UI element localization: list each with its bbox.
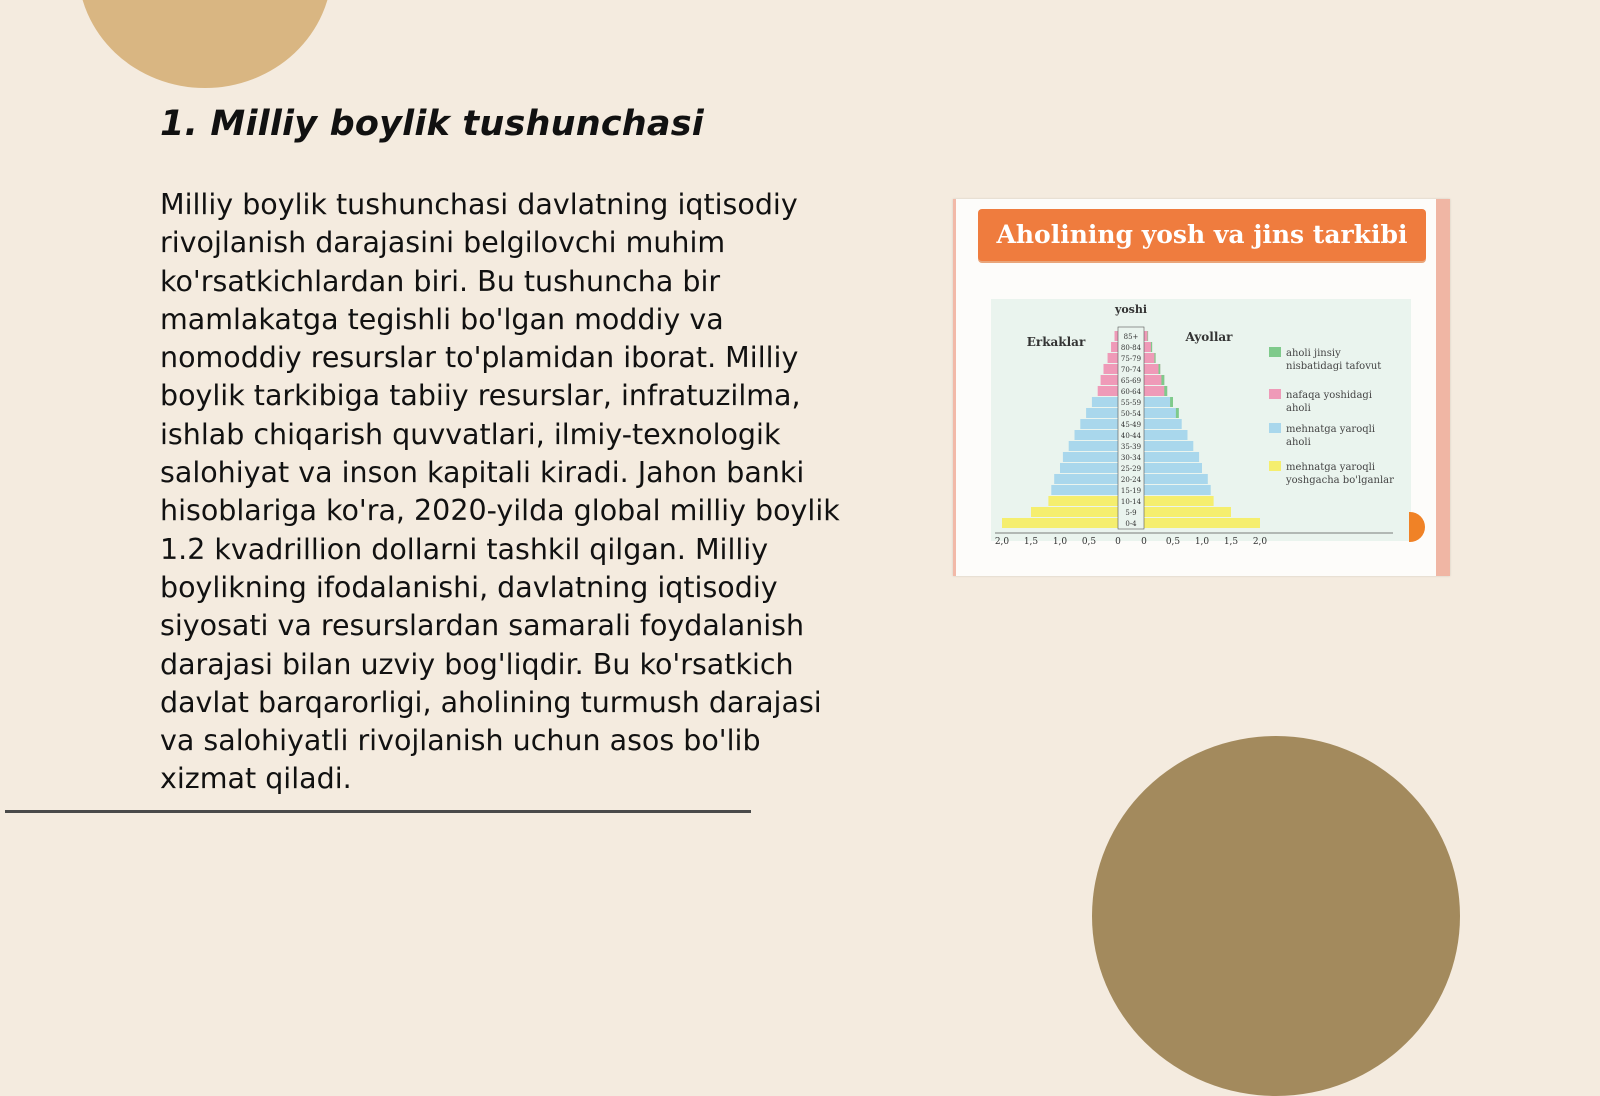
bar-female-20-24 bbox=[1144, 474, 1208, 484]
bar-male-85+ bbox=[1115, 331, 1118, 341]
age-group-label: 5-9 bbox=[1125, 509, 1137, 517]
bar-male-60-64 bbox=[1098, 386, 1118, 396]
figure-title: Aholining yosh va jins tarkibi bbox=[978, 209, 1426, 261]
legend-swatch bbox=[1269, 423, 1281, 433]
age-group-label: 35-39 bbox=[1120, 443, 1142, 451]
bar-male-0-4 bbox=[1002, 518, 1118, 528]
bar-female-70-74 bbox=[1144, 364, 1160, 374]
bar-male-30-34 bbox=[1063, 452, 1118, 462]
x-tick-right: 0 bbox=[1141, 537, 1147, 547]
bar-male-45-49 bbox=[1080, 419, 1118, 429]
bar-male-25-29 bbox=[1060, 463, 1118, 473]
age-group-label: 55-59 bbox=[1120, 399, 1142, 407]
bar-male-40-44 bbox=[1075, 430, 1119, 440]
age-group-label: 20-24 bbox=[1120, 476, 1142, 484]
bar-female-35-39 bbox=[1144, 441, 1193, 451]
age-group-label: 50-54 bbox=[1120, 410, 1142, 418]
age-group-label: 45-49 bbox=[1120, 421, 1142, 429]
bar-female-10-14 bbox=[1144, 496, 1214, 506]
age-group-label: 30-34 bbox=[1120, 454, 1142, 462]
bar-female-40-44 bbox=[1144, 430, 1188, 440]
age-group-label: 60-64 bbox=[1120, 388, 1142, 396]
bar-female-75-79 bbox=[1144, 353, 1156, 363]
x-tick-left: 1,0 bbox=[1052, 537, 1068, 547]
age-group-label: 65-69 bbox=[1120, 377, 1142, 385]
x-tick-right: 0,5 bbox=[1165, 537, 1181, 547]
legend-swatch bbox=[1269, 347, 1281, 357]
bar-male-15-19 bbox=[1051, 485, 1118, 495]
bar-female-80-84 bbox=[1144, 342, 1152, 352]
bar-male-50-54 bbox=[1086, 408, 1118, 418]
population-pyramid-chart bbox=[953, 199, 1450, 576]
bar-male-5-9 bbox=[1031, 507, 1118, 517]
x-tick-left: 0,5 bbox=[1081, 537, 1097, 547]
bar-male-20-24 bbox=[1054, 474, 1118, 484]
x-tick-right: 2,0 bbox=[1252, 537, 1268, 547]
age-group-label: 70-74 bbox=[1120, 366, 1142, 374]
section-heading: 1. Milliy boylik tushunchasi bbox=[160, 104, 704, 144]
bar-female-30-34 bbox=[1144, 452, 1199, 462]
bar-female-15-19 bbox=[1144, 485, 1211, 495]
age-group-label: 15-19 bbox=[1120, 487, 1142, 495]
bar-female-45-49 bbox=[1144, 419, 1182, 429]
section-paragraph: Milliy boylik tushunchasi davlatning iqtisodiy rivojlanish darajasini belgilovchi muhim ko'rsatkichlardan biri. Bu tushuncha bir mamlakatga tegishli bo'lgan moddiy va nomoddiy resurslar to'plamidan iborat. Milliy boylik tarkibiga tabiiy resurslar, infratuzilma, ishlab chiqarish quvvatlari, ilmiy-texnologik salohiyat va inson kapitali kiradi. Jahon banki hisoblariga ko'ra, 2020-yilda global milliy boylik 1.2 kvadrillion dollarni tashkil qilgan. Milliy boylikning ifodalanishi, davlatning iqtisodiy siyosati va resurslardan samarali foydalanish darajasi bilan uzviy bog'liqdir. Bu ko'rsatkich davlat barqarorligi, aholining turmush darajasi va salohiyatli rivojlanish uchun asos bo'lib xizmat qiladi. bbox=[160, 188, 840, 796]
legend-label: nafaqa yoshidagi aholi bbox=[1286, 390, 1373, 414]
age-group-label: 10-14 bbox=[1120, 498, 1142, 506]
age-group-label: 80-84 bbox=[1120, 344, 1142, 352]
bar-imbalance-65-69 bbox=[1161, 375, 1164, 385]
bar-female-85+ bbox=[1144, 331, 1148, 341]
bar-imbalance-55-59 bbox=[1170, 397, 1173, 407]
bar-male-75-79 bbox=[1108, 353, 1118, 363]
age-group-label: 0-4 bbox=[1125, 520, 1137, 528]
bar-male-35-39 bbox=[1069, 441, 1118, 451]
x-tick-left: 1,5 bbox=[1023, 537, 1039, 547]
bar-female-55-59 bbox=[1144, 397, 1173, 407]
bar-male-70-74 bbox=[1104, 364, 1119, 374]
bar-imbalance-80-84 bbox=[1151, 342, 1152, 352]
bar-female-0-4 bbox=[1144, 518, 1260, 528]
legend-label: mehnatga yaroqli aholi bbox=[1286, 424, 1376, 448]
bar-female-65-69 bbox=[1144, 375, 1164, 385]
legend-swatch bbox=[1269, 389, 1281, 399]
decorative-circle-bottom bbox=[1092, 736, 1460, 1096]
bar-male-80-84 bbox=[1111, 342, 1118, 352]
bar-female-25-29 bbox=[1144, 463, 1202, 473]
bar-female-60-64 bbox=[1144, 386, 1167, 396]
x-tick-right: 1,5 bbox=[1223, 537, 1239, 547]
legend-label: aholi jinsiy nisbatidagi tafovut bbox=[1286, 348, 1382, 372]
bar-imbalance-85+ bbox=[1147, 331, 1148, 341]
bar-male-65-69 bbox=[1101, 375, 1118, 385]
male-label: Erkaklar bbox=[1026, 335, 1086, 349]
bar-male-10-14 bbox=[1048, 496, 1118, 506]
bar-male-55-59 bbox=[1092, 397, 1118, 407]
x-tick-left: 2,0 bbox=[994, 537, 1010, 547]
age-group-label: 25-29 bbox=[1120, 465, 1142, 473]
x-tick-left: 0 bbox=[1115, 537, 1121, 547]
x-tick-right: 1,0 bbox=[1194, 537, 1210, 547]
bar-imbalance-70-74 bbox=[1159, 364, 1161, 374]
legend-swatch bbox=[1269, 461, 1281, 471]
population-pyramid-figure bbox=[953, 199, 1450, 576]
divider-line bbox=[5, 810, 751, 813]
age-group-label: 85+ bbox=[1123, 333, 1139, 341]
bar-imbalance-60-64 bbox=[1164, 386, 1167, 396]
bar-imbalance-50-54 bbox=[1176, 408, 1179, 418]
decorative-circle-top bbox=[78, 0, 332, 88]
y-axis-label: yoshi bbox=[1114, 303, 1148, 316]
age-group-label: 40-44 bbox=[1120, 432, 1142, 440]
bar-female-5-9 bbox=[1144, 507, 1231, 517]
female-label: Ayollar bbox=[1185, 330, 1233, 344]
age-group-label: 75-79 bbox=[1120, 355, 1142, 363]
bar-female-50-54 bbox=[1144, 408, 1179, 418]
legend-label: mehnatga yaroqli yoshgacha bo'lganlar bbox=[1286, 462, 1394, 486]
bar-imbalance-75-79 bbox=[1154, 353, 1155, 363]
